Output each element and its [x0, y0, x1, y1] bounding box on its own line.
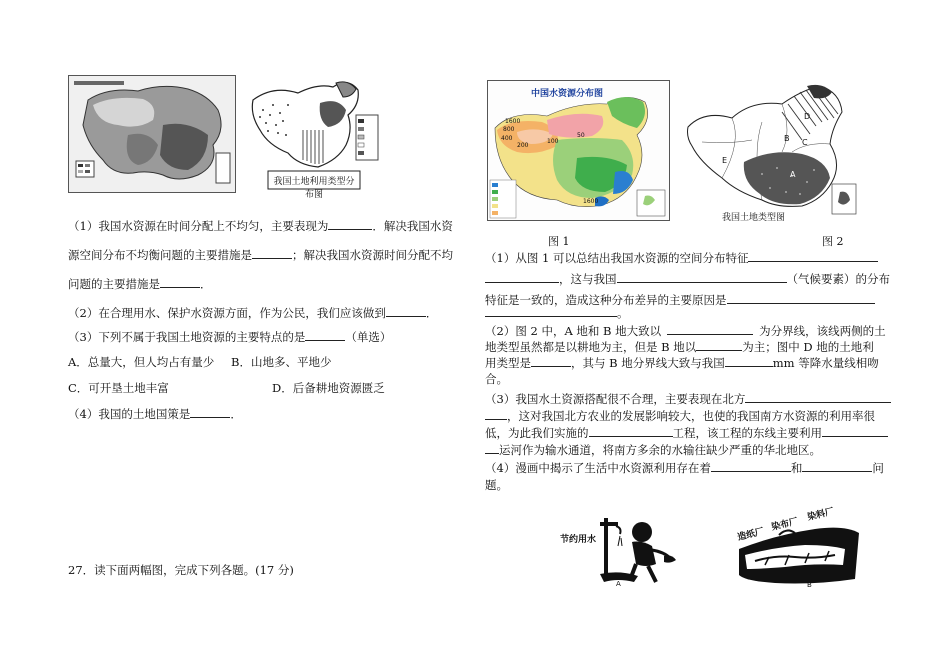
left-q4-blank[interactable] — [190, 406, 230, 418]
isoline-label-3: 200 — [517, 142, 529, 149]
right-p3-blank-2[interactable] — [589, 425, 673, 437]
right-p1-blank-3b[interactable] — [485, 305, 617, 317]
right-p4-text-c: 问 — [872, 461, 884, 475]
right-p1-text-c: （气候要素）的分布 — [786, 272, 890, 286]
right-p3-line2 — [485, 408, 875, 424]
cartoon-a-caption-text: 节约用水 — [560, 535, 597, 545]
right-p4-blank-2[interactable] — [802, 460, 872, 472]
right-p3-blank-3b[interactable] — [485, 442, 499, 454]
left-q1-blank-2[interactable] — [252, 247, 292, 259]
left-q1-line3 — [68, 276, 212, 292]
left-question-27: 27．读下面两幅图，完成下列各题。(17 分) — [68, 563, 294, 577]
right-p4-line2: 题。 — [485, 478, 508, 492]
right-p3-text-c: 低，为此我们实施的 — [485, 426, 589, 440]
right-p2-text-a: （2）图 2 中，A 地和 B 地大致以 — [485, 324, 662, 338]
cartoon-b-label: B — [807, 581, 812, 589]
region-label-d: D — [804, 112, 811, 121]
region-label-c: C — [802, 138, 808, 147]
left-q4-text-b: ． — [230, 407, 242, 421]
right-p2-blank-1[interactable] — [667, 323, 753, 335]
right-p4-line1 — [485, 460, 884, 476]
right-p1-blank-1[interactable] — [748, 250, 878, 262]
right-p1-blank-3[interactable] — [727, 292, 875, 304]
cartoon-b-factory-1: 造纸厂 — [736, 524, 765, 543]
cartoon-b-factory-2: 染布厂 — [770, 514, 799, 533]
right-p3-line3 — [485, 425, 888, 441]
right-p1-line4 — [485, 305, 629, 321]
isoline-label-6: 1600 — [583, 198, 599, 205]
left-q1-text-c: 源空间分布不均衡问题的主要措施是 — [68, 248, 252, 262]
isoline-label-2: 400 — [501, 135, 513, 142]
right-p2-blank-3[interactable] — [531, 355, 571, 367]
right-p2-text-f: ，其与 B 地分界线大致与我国 — [571, 356, 725, 370]
left-land-use-map-title: 我国土地利用类型分布图 — [273, 177, 355, 200]
right-p3-text-a: （3）我国水土资源搭配很不合理，主要表现在北方 — [485, 392, 746, 406]
left-q1-blank-3[interactable] — [160, 276, 200, 288]
isoline-label-0: 1600 — [505, 118, 521, 125]
cartoon-a-figure — [560, 512, 680, 592]
left-q4-text-a: （4）我国的土地国策是 — [68, 407, 191, 421]
left-q1-text-f: ． — [200, 277, 212, 291]
right-p4-blank-1[interactable] — [711, 460, 791, 472]
cartoon-a-label: A — [616, 580, 621, 588]
right-p3-line1 — [485, 391, 891, 407]
left-q1-text-d: ；解决我国水资源时间分配不均 — [292, 248, 453, 262]
left-q1-text-a: （1）我国水资源在时间分配上不均匀，主要表现为 — [68, 219, 329, 233]
right-p2-text-e: 用类型是 — [485, 356, 531, 370]
isoline-label-5: 50 — [577, 132, 585, 139]
right-p1-text-a: （1）从图 1 可以总结出我国水资源的空间分布特征 — [485, 251, 749, 265]
region-label-e: E — [722, 156, 728, 165]
left-option-d: D．后备耕地资源匮乏 — [272, 381, 385, 395]
right-p3-blank-3[interactable] — [822, 425, 888, 437]
left-option-b: B．山地多、平地少 — [231, 355, 332, 369]
right-p1-text-e: 。 — [617, 306, 629, 320]
left-q2-text-a: （2）在合理用水、保护水资源方面，作为公民，我们应该做到 — [68, 306, 386, 320]
left-q1-text-e: 问题的主要措施是 — [68, 277, 160, 291]
left-q3-text-a: （3）下列不属于我国土地资源的主要特点的是 — [68, 330, 306, 344]
right-p2-blank-4[interactable] — [725, 355, 773, 367]
right-p4-text-a: （4）漫画中揭示了生活中水资源利用存在着 — [485, 461, 711, 475]
isoline-label-1: 800 — [503, 126, 515, 133]
left-q1-line1 — [68, 218, 453, 234]
left-q4-line — [68, 406, 242, 422]
right-p2-blank-2[interactable] — [696, 339, 742, 351]
right-p1-blank-2[interactable] — [617, 271, 787, 283]
left-q2-text-b: ． — [425, 306, 438, 320]
right-p1-text-d: 特征是一致的，造成这种分布差异的主要原因是 — [485, 293, 727, 307]
right-p2-line2 — [485, 339, 874, 355]
right-p3-text-e: 运河作为输水通道，将南方多余的水输往缺少严重的华北地区。 — [499, 443, 821, 457]
left-q3-line — [68, 329, 391, 345]
right-p2-line1 — [485, 323, 886, 339]
land-type-map-label: 我国土地类型图 — [722, 213, 786, 223]
land-type-map-figure — [682, 82, 860, 223]
water-resource-map-figure — [487, 80, 670, 221]
right-p3-line4 — [485, 442, 821, 458]
left-q1-text-b: ．解决我国水资 — [372, 219, 453, 233]
figure-2-caption: 图 2 — [822, 235, 844, 248]
left-q2-blank[interactable] — [386, 305, 426, 317]
right-p2-text-b: 为分界线，该线两侧的土 — [759, 324, 886, 338]
right-p1-line1 — [485, 250, 878, 266]
right-p3-blank-1[interactable] — [745, 391, 891, 403]
right-p1-line2 — [485, 271, 890, 287]
right-p2-text-c: 地类型虽然都是以耕地为主，但是 B 地以 — [485, 340, 697, 354]
right-p4-text-b: 和 — [790, 461, 803, 475]
cartoon-b-factory-3: 染料厂 — [806, 504, 835, 523]
right-p2-text-d: 为主；图中 D 地的土地利 — [742, 340, 874, 354]
cartoon-b-figure — [735, 505, 865, 593]
left-land-use-map-figure — [248, 75, 383, 200]
right-p1-blank-1b[interactable] — [485, 271, 559, 283]
isoline-label-4: 100 — [547, 138, 559, 145]
region-label-a: A — [790, 170, 796, 179]
right-p2-line3 — [485, 355, 879, 371]
figure-1-caption: 图 1 — [548, 235, 570, 248]
left-option-c: C．可开垦土地丰富 — [68, 381, 169, 395]
left-option-a: A．总量大，但人均占有量少 — [68, 355, 215, 369]
left-q3-blank[interactable] — [305, 329, 345, 341]
right-p2-line4: 合。 — [485, 372, 508, 386]
left-q3-text-b: （单选） — [345, 330, 392, 344]
right-p1-text-b: ，这与我国 — [559, 272, 617, 286]
right-p3-text-b: ，这对我国北方农业的发展影响较大，也使的我国南方水资源的利用率很 — [507, 409, 875, 423]
water-map-title: 中国水资源分布图 — [531, 89, 604, 99]
region-label-b: B — [784, 134, 790, 143]
left-q1-line2 — [68, 247, 453, 263]
left-q2-line — [68, 305, 437, 321]
right-p3-text-d: 工程，该工程的东线主要利用 — [672, 426, 822, 440]
right-p3-blank-1b[interactable] — [485, 408, 507, 420]
left-q1-blank-1[interactable] — [328, 218, 372, 230]
right-p2-text-g: mm 等降水量线相吻 — [772, 356, 879, 370]
left-water-map-figure — [68, 75, 236, 193]
